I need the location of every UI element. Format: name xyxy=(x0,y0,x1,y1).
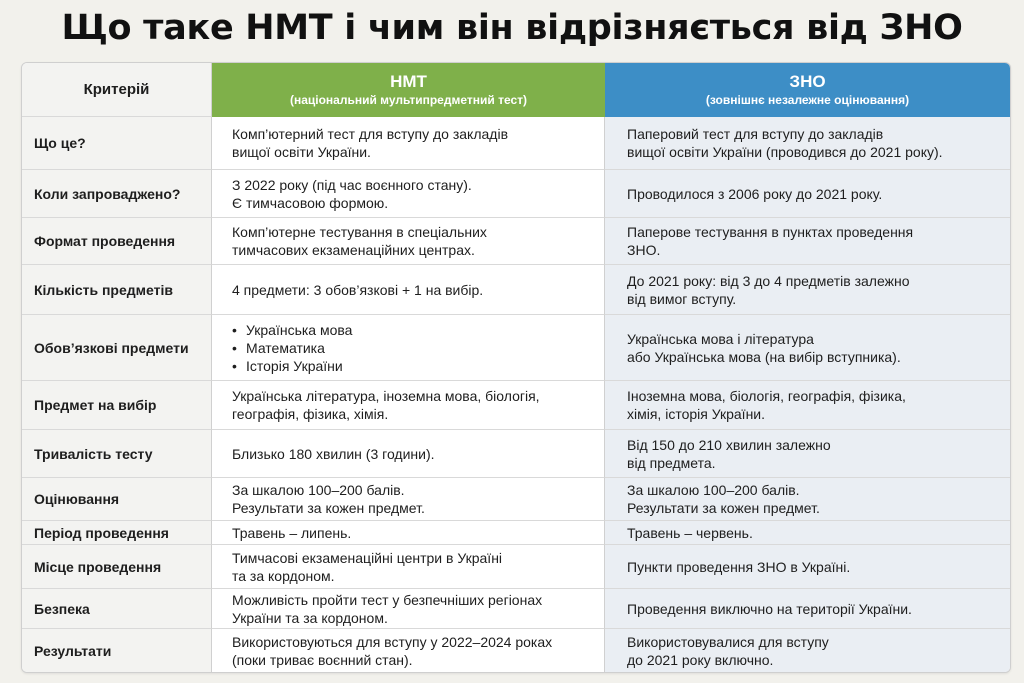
criterion-safety: Безпека xyxy=(22,589,212,629)
nmt-line: За шкалою 100–200 балів. xyxy=(232,482,405,498)
zno-line: Українська мова і література xyxy=(627,330,814,347)
header-criterion: Критерій xyxy=(22,63,212,117)
zno-cell xyxy=(605,218,1010,265)
nmt-cell xyxy=(212,218,605,265)
zno-line: від вимог вступу. xyxy=(627,290,737,307)
header-nmt xyxy=(212,63,605,117)
zno-line: До 2021 року: від 3 до 4 предметів залежно xyxy=(627,272,910,289)
zno-cell xyxy=(605,265,1010,315)
comparison-table xyxy=(21,62,1011,673)
zno-cell xyxy=(605,545,1010,589)
zno-line: Від 150 до 210 хвилин залежно xyxy=(627,436,831,453)
nmt-cell xyxy=(212,381,605,430)
criterion-results: Результати xyxy=(22,629,212,672)
nmt-line: географія, фізика, хімія. xyxy=(232,406,389,422)
header-zno-name: ЗНО xyxy=(789,72,826,91)
page-title: Що таке НМТ і чим він відрізняється від ЗНО xyxy=(61,8,963,48)
zno-line: або Українська мова (на вибір вступника). xyxy=(627,348,901,365)
zno-line: Результати за кожен предмет. xyxy=(627,500,820,516)
nmt-line: Комп’ютерний тест для вступу до закладів xyxy=(232,126,509,142)
criterion-what-is-it: Що це? xyxy=(22,117,212,170)
nmt-line: вищої освіти України. xyxy=(232,144,371,160)
nmt-line: Комп’ютерне тестування в спеціальних xyxy=(232,224,487,240)
nmt-cell xyxy=(212,170,605,218)
nmt-line: Використовуються для вступу у 2022–2024 роках xyxy=(232,633,553,650)
zno-line: Використовувалися для вступу xyxy=(627,633,829,650)
zno-line: Проводилося з 2006 року до 2021 року. xyxy=(627,185,883,202)
nmt-line: Можливість пройти тест у безпечніших регіонах xyxy=(232,591,543,608)
nmt-cell xyxy=(212,629,605,672)
nmt-line: Українська література, іноземна мова, біологія, xyxy=(232,388,540,404)
zno-line: від предмета. xyxy=(627,454,716,471)
zno-cell xyxy=(605,381,1010,430)
zno-cell xyxy=(605,629,1010,672)
header-nmt-name: НМТ xyxy=(390,72,427,91)
nmt-cell xyxy=(212,265,605,315)
nmt-line: Травень – липень. xyxy=(232,524,352,541)
zno-line: Паперовий тест для вступу до закладів xyxy=(627,126,884,142)
zno-cell xyxy=(605,315,1010,381)
criterion-format: Формат проведення xyxy=(22,218,212,265)
nmt-line: та за кордоном. xyxy=(232,567,335,584)
zno-cell xyxy=(605,170,1010,218)
list-item: • Історія України xyxy=(232,357,352,375)
criterion-grading: Оцінювання xyxy=(22,478,212,521)
mandatory-subjects-list xyxy=(232,321,352,375)
criterion-period: Період проведення xyxy=(22,521,212,545)
zno-line: вищої освіти України (проводився до 2021 року). xyxy=(627,144,943,160)
zno-line: За шкалою 100–200 балів. xyxy=(627,482,800,498)
list-item: • Українська мова xyxy=(232,321,352,339)
zno-line: хімія, історія України. xyxy=(627,406,766,422)
header-zno-full: (зовнішнє незалежне оцінювання) xyxy=(705,93,910,107)
zno-cell xyxy=(605,589,1010,629)
nmt-line: Є тимчасовою формою. xyxy=(232,194,389,211)
criterion-location: Місце проведення xyxy=(22,545,212,589)
criterion-subject-count: Кількість предметів xyxy=(22,265,212,315)
zno-cell xyxy=(605,521,1010,545)
zno-line: Пункти проведення ЗНО в Україні. xyxy=(627,558,851,575)
zno-cell xyxy=(605,117,1010,170)
nmt-line: 4 предмети: 3 обов’язкові + 1 на вибір. xyxy=(232,281,484,298)
nmt-line: (поки триває воєнний стан). xyxy=(232,651,413,668)
nmt-cell xyxy=(212,117,605,170)
zno-line: Проведення виключно на території України. xyxy=(627,600,912,617)
criterion-mandatory-subjects: Обов’язкові предмети xyxy=(22,315,212,381)
criterion-introduced: Коли запроваджено? xyxy=(22,170,212,218)
nmt-cell xyxy=(212,478,605,521)
nmt-line: Близько 180 хвилин (3 години). xyxy=(232,445,435,462)
nmt-line: України та за кордоном. xyxy=(232,609,388,626)
header-nmt-full: (національний мультипредметний тест) xyxy=(289,93,528,107)
list-item: • Математика xyxy=(232,339,352,357)
zno-line: Травень – червень. xyxy=(627,524,753,541)
nmt-cell xyxy=(212,589,605,629)
zno-cell xyxy=(605,430,1010,478)
header-zno xyxy=(605,63,1010,117)
zno-line: до 2021 року включно. xyxy=(627,651,774,668)
nmt-cell xyxy=(212,545,605,589)
zno-line: Паперове тестування в пунктах проведення xyxy=(627,224,914,240)
nmt-cell xyxy=(212,315,605,381)
criterion-duration: Тривалість тесту xyxy=(22,430,212,478)
criterion-elective-subject: Предмет на вибір xyxy=(22,381,212,430)
nmt-line: З 2022 року (під час воєнного стану). xyxy=(232,176,472,193)
nmt-line: Тимчасові екзаменаційні центри в Україні xyxy=(232,549,503,566)
nmt-line: Результати за кожен предмет. xyxy=(232,500,425,516)
zno-line: Іноземна мова, біологія, географія, фізика, xyxy=(627,388,906,404)
zno-cell xyxy=(605,478,1010,521)
zno-line: ЗНО. xyxy=(627,242,661,258)
nmt-cell xyxy=(212,430,605,478)
nmt-cell xyxy=(212,521,605,545)
nmt-line: тимчасових екзаменаційних центрах. xyxy=(232,242,475,258)
